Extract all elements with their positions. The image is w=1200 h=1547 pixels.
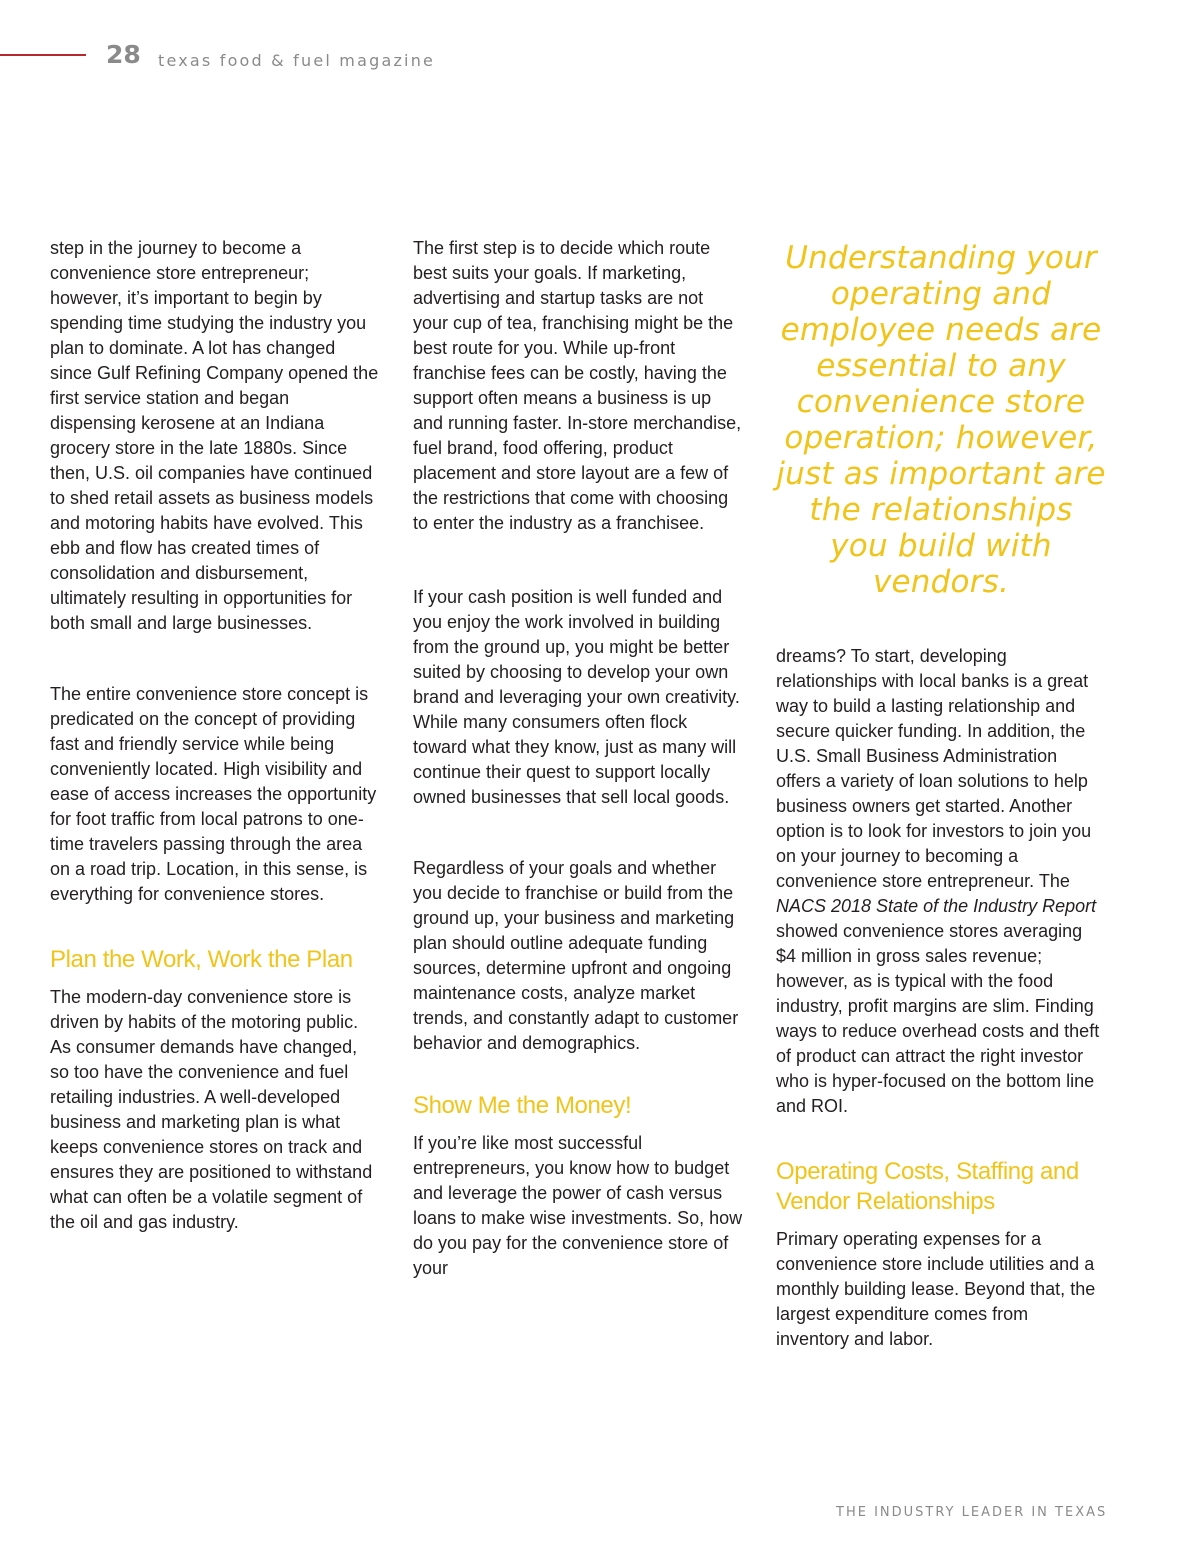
header-accent-rule	[0, 54, 86, 56]
column1-paragraph-2: The entire convenience store concept is predicated on the concept of providing fast and friendly service while being conveniently located. High visibility and ease of access increases the opportunity for foot traffic from local patrons to one-time travelers passing through the area on a road trip. Location, in this sense, is everything for convenience stores.	[50, 684, 377, 904]
section-heading-plan-the-work: Plan the Work, Work the Plan	[50, 946, 353, 973]
page-number: 28	[106, 40, 141, 69]
article-column-1	[50, 236, 380, 1235]
section-heading-show-me-the-money: Show Me the Money!	[413, 1092, 632, 1119]
article-column-2	[413, 236, 743, 1281]
section-heading-operating-costs: Operating Costs, Staffing and Vendor Relationships	[776, 1158, 1079, 1215]
footer-tagline: THE INDUSTRY LEADER IN TEXAS	[836, 1505, 1108, 1520]
column2-paragraph-2: If your cash position is well funded and you enjoy the work involved in building from the ground up, you might be better suited by choosing to develop your own brand and leveraging your own creativity. While many consumers often flock toward what they know, just as many will continue their quest to support locally owned businesses that sell local goods.	[413, 587, 740, 807]
report-title-italic: NACS 2018 State of the Industry Report	[776, 896, 1097, 916]
column2-paragraph-4: If you’re like most successful entrepreneurs, you know how to budget and leverage the power of cash versus loans to make wise investments. So, how do you pay for the convenience store of your	[413, 1133, 743, 1278]
magazine-title: texas food & fuel magazine	[158, 51, 436, 70]
column2-paragraph-3: Regardless of your goals and whether you decide to franchise or build from the ground up, your business and marketing plan should outline adequate funding sources, determine upfront and ongoing maintenance costs, analyze market trends, and constantly adapt to customer behavior and demographics.	[413, 858, 739, 1053]
column1-paragraph-3: The modern-day convenience store is driven by habits of the motoring public. As consumer demands have changed, so too have the convenience and fuel retailing industries. A well-developed business and marketing plan is what keeps convenience stores on track and ensures they are positioned to withstand what can often be a volatile segment of the oil and gas industry.	[50, 987, 373, 1232]
column1-paragraph-1: step in the journey to become a convenience store entrepreneur; however, it’s important to begin by spending time studying the industry you plan to dominate. A lot has changed since Gulf Refining Company opened the first service station and began dispensing kerosene at an Indiana grocery store in the late 1880s. Since then, U.S. oil companies have continued to shed retail assets as business models and motoring habits have evolved. This ebb and flow has created times of consolidation and disbursement, ultimately resulting in opportunities for both small and large businesses.	[50, 238, 379, 633]
column2-paragraph-1: The first step is to decide which route best suits your goals. If marketing, advertising and startup tasks are not your cup of tea, franchising might be the best route for you. While up-front franchise fees can be costly, having the support often means a business is up and running faster. In-store merchandise, fuel brand, food offering, product placement and store layout are a few of the restrictions that come with choosing to enter the industry as a franchisee.	[413, 238, 742, 533]
pull-quote: Understanding your operating and employee needs are essential to any convenience store operation; however, just as important are the relationships you build with vendors.	[776, 240, 1106, 600]
article-column-3	[776, 236, 1106, 1352]
column3-paragraph-2: Primary operating expenses for a convenience store include utilities and a monthly building lease. Beyond that, the largest expenditure comes from inventory and labor.	[776, 1229, 1096, 1349]
column3-paragraph-1-part-b: showed convenience stores averaging $4 million in gross sales revenue; however, as is typical with the food industry, profit margins are slim. Finding ways to reduce overhead costs and theft of product can attract the right investor who is hyper-focused on the bottom line and ROI.	[776, 921, 1100, 1116]
column3-paragraph-1	[776, 644, 1106, 1119]
column3-paragraph-1-part-a: dreams? To start, developing relationships with local banks is a great way to build a lasting relationship and secure quicker funding. In addition, the U.S. Small Business Administration offers a variety of loan solutions to help business owners get started. Another option is to look for investors to join you on your journey to becoming a convenience store entrepreneur. The	[776, 646, 1092, 891]
